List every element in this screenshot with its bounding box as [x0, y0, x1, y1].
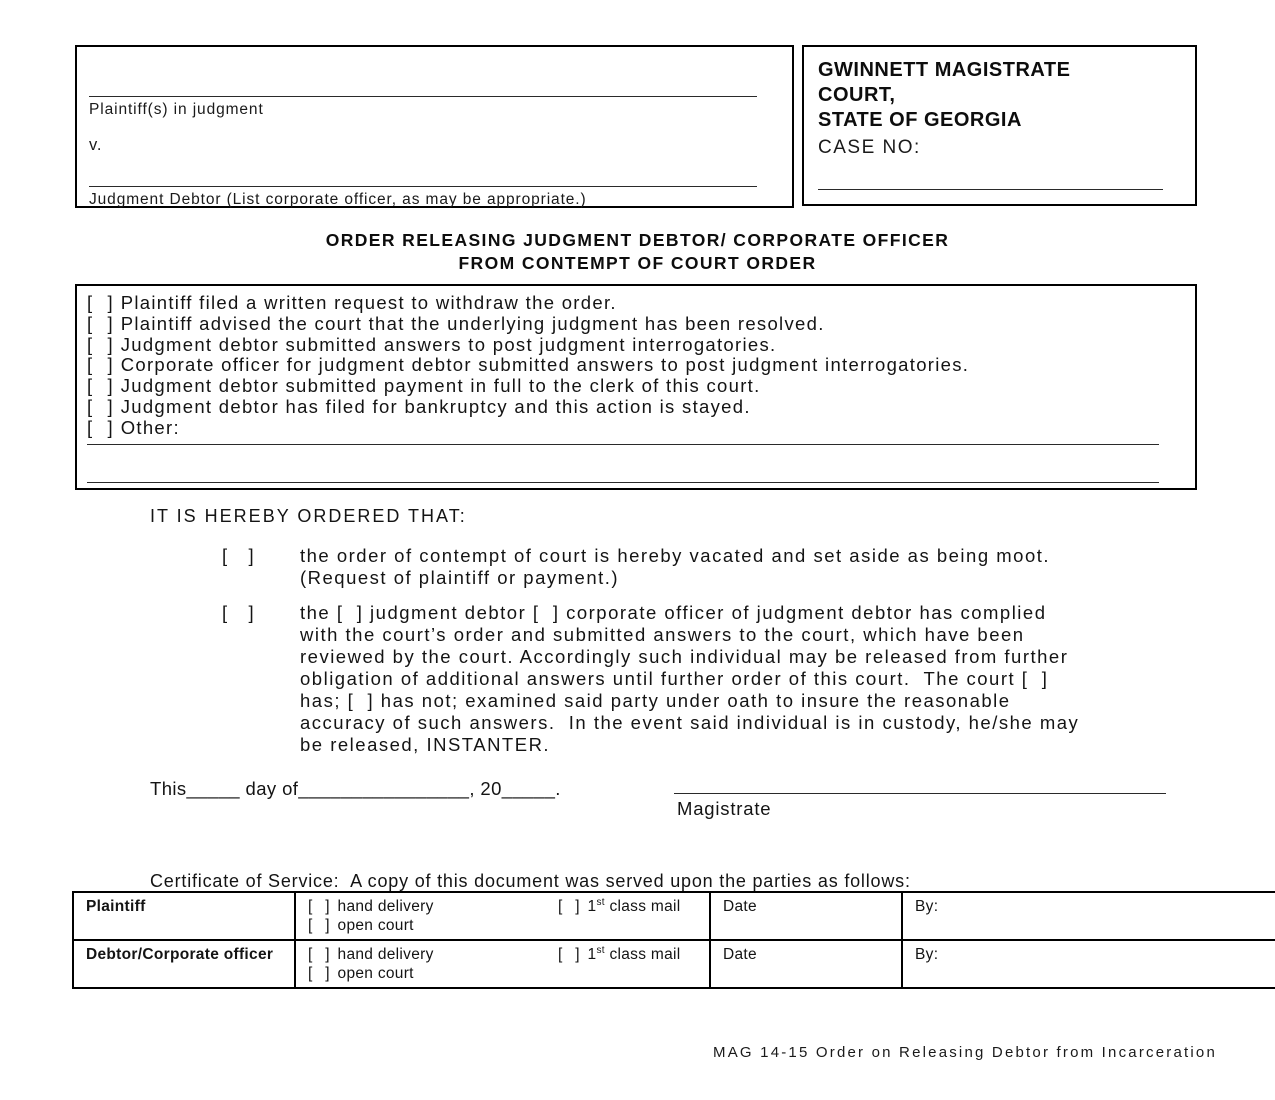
plaintiff-label: Plaintiff(s) in judgment — [89, 101, 264, 118]
ground-item — [87, 397, 1187, 418]
order-item-2-line: accuracy of such answers. In the event said individual is in custody, he/she may — [300, 712, 1080, 733]
open-court-label: open court — [337, 964, 414, 982]
date-cell[interactable]: Date — [710, 892, 902, 940]
other-fill-line-1[interactable] — [87, 444, 1159, 445]
order-item-2-line: the [ ] judgment debtor [ ] corporate officer of judgment debtor has complied — [300, 602, 1047, 623]
checkbox[interactable]: [ ] — [87, 312, 113, 334]
parties-caption-box — [75, 45, 794, 208]
first-class-mail-label: 1st class mail — [587, 944, 681, 963]
ground-item-label: Plaintiff advised the court that the underlying judgment has been resolved. — [120, 312, 825, 334]
date-cell[interactable]: Date — [710, 940, 902, 988]
case-no-label: CASE NO: — [818, 137, 921, 158]
methods-cell — [295, 940, 710, 988]
order-item-1-line: the order of contempt of court is hereby vacated and set aside as being moot. — [300, 545, 1051, 566]
ground-item — [87, 314, 1187, 335]
checkbox[interactable]: [ ] — [222, 545, 256, 566]
order-item-2-line: has; [ ] has not; examined said party under oath to insure the reasonable — [300, 690, 1011, 711]
by-cell[interactable]: By: — [902, 940, 1275, 988]
table-row — [73, 892, 1275, 940]
ground-item-label: Plaintiff filed a written request to withdraw the order. — [120, 292, 617, 313]
document-title-line1: ORDER RELEASING JUDGMENT DEBTOR/ CORPORATE OFFICER — [325, 230, 950, 250]
ground-item — [87, 293, 1187, 314]
form-number-footer: MAG 14-15 Order on Releasing Debtor from Incarceration — [713, 1044, 1217, 1061]
party-cell: Plaintiff — [73, 892, 295, 940]
checkbox[interactable]: [ ] — [308, 964, 330, 982]
order-item-2-line: reviewed by the court. Accordingly such individual may be released from further — [300, 646, 1069, 667]
magistrate-signature-line[interactable] — [674, 793, 1166, 794]
methods-cell — [295, 892, 710, 940]
court-name-line2: COURT, — [818, 84, 896, 106]
order-heading: IT IS HEREBY ORDERED THAT: — [150, 506, 467, 526]
order-item-2-line: obligation of additional answers until further order of this court. The court [ ] — [300, 668, 1049, 689]
court-name-line3: STATE OF GEORGIA — [818, 109, 1022, 131]
ground-item-label: Judgment debtor has filed for bankruptcy and this action is stayed. — [120, 395, 751, 417]
checkbox[interactable]: [ ] — [558, 898, 580, 915]
order-item-2-line: with the court’s order and submitted answers to the court, which have been — [300, 624, 1025, 645]
checkbox[interactable]: [ ] — [308, 946, 330, 963]
debtor-name-fill-line[interactable] — [89, 186, 757, 187]
versus-label: v. — [89, 136, 103, 154]
checkbox[interactable]: [ ] — [308, 898, 330, 915]
checkbox[interactable]: [ ] — [87, 395, 113, 417]
court-box — [802, 45, 1197, 206]
other-fill-line-2[interactable] — [87, 482, 1159, 483]
checkbox[interactable]: [ ] — [87, 354, 113, 376]
checkbox[interactable]: [ ] — [308, 916, 330, 934]
court-name-line1: GWINNETT MAGISTRATE — [818, 59, 1071, 81]
magistrate-label: Magistrate — [677, 798, 772, 819]
ground-item-label: Other: — [120, 416, 180, 438]
service-table — [72, 891, 1275, 989]
checkbox[interactable]: [ ] — [558, 946, 580, 963]
ground-item-label: Judgment debtor submitted payment in full to the clerk of this court. — [120, 375, 761, 397]
table-row — [73, 940, 1275, 988]
hand-delivery-label: hand delivery — [337, 898, 434, 915]
certificate-heading: Certificate of Service: A copy of this document was served upon the parties as follows: — [150, 871, 911, 891]
ground-item — [87, 355, 1187, 376]
checkbox[interactable]: [ ] — [87, 416, 113, 438]
checkbox[interactable]: [ ] — [87, 333, 113, 355]
order-item-1-line: (Request of plaintiff or payment.) — [300, 567, 620, 588]
plaintiff-name-fill-line[interactable] — [89, 96, 757, 97]
checkbox[interactable]: [ ] — [87, 292, 113, 313]
open-court-label: open court — [337, 916, 414, 934]
order-item-2-line: be released, INSTANTER. — [300, 734, 551, 755]
case-no-fill-line[interactable] — [818, 189, 1163, 190]
checkbox[interactable]: [ ] — [222, 602, 256, 623]
ground-item — [87, 376, 1187, 397]
document-title-line2: FROM CONTEMPT OF COURT ORDER — [458, 253, 817, 273]
debtor-label: Judgment Debtor (List corporate officer, as may be appropriate.) — [89, 191, 587, 208]
first-class-mail-label: 1st class mail — [587, 896, 681, 915]
ground-item-label: Corporate officer for judgment debtor submitted answers to post judgment interrogatories. — [120, 354, 970, 376]
hand-delivery-label: hand delivery — [337, 946, 434, 963]
by-cell[interactable]: By: — [902, 892, 1275, 940]
date-fill-line[interactable]: This_____ day of________________, 20_____. — [150, 778, 561, 799]
ground-item — [87, 335, 1187, 356]
grounds-box — [75, 284, 1197, 490]
checkbox[interactable]: [ ] — [87, 375, 113, 397]
ground-item-label: Judgment debtor submitted answers to post judgment interrogatories. — [120, 333, 777, 355]
ground-item — [87, 418, 1187, 439]
document-title — [0, 229, 1275, 275]
party-cell: Debtor/Corporate officer — [73, 940, 295, 988]
